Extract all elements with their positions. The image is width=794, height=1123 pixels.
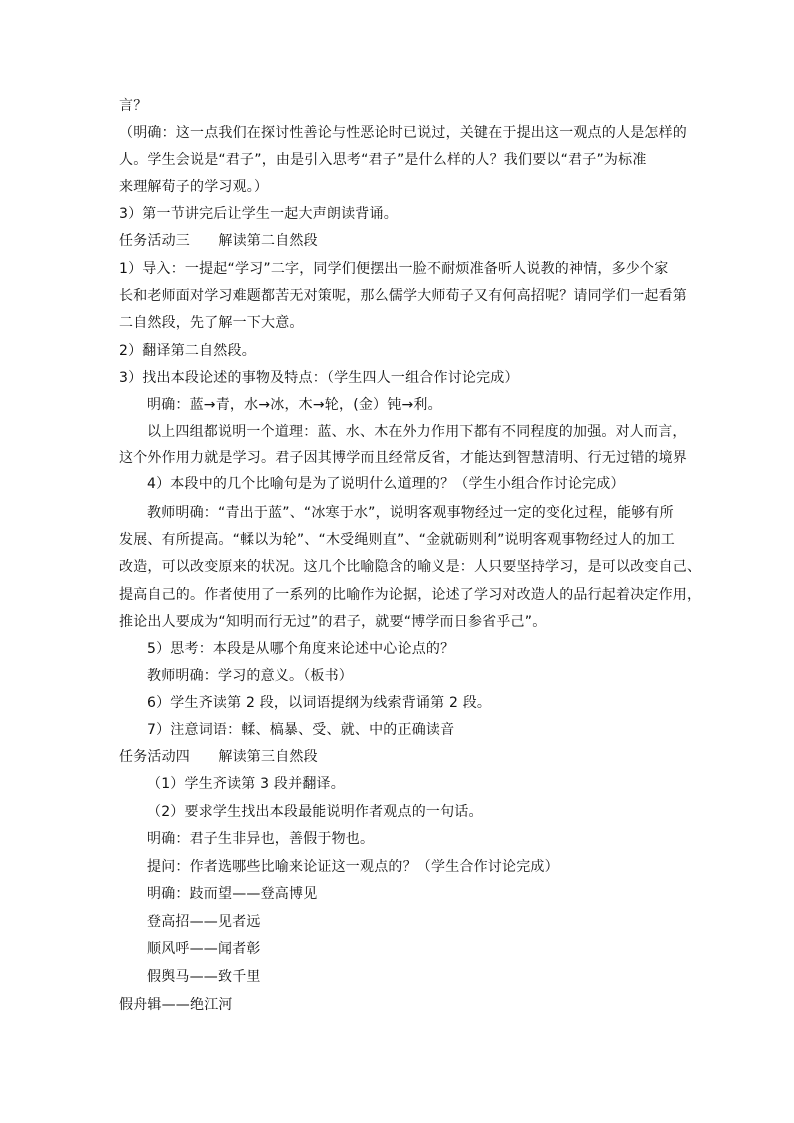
text-line: 3）找出本段论述的事物及特点：（学生四人一组合作讨论完成） [119, 370, 519, 386]
text-line: 假舆马——致千里 [147, 969, 261, 985]
text-line: 1）导入：一提起“学习”二字，同学们便摆出一脸不耐烦准备听人说教的神情，多少个家 [119, 261, 669, 277]
text-line: 提高自己的。作者使用了一系列的比喻作为论据，论述了学习对改造人的品行起着决定作用， [119, 587, 702, 603]
section-heading: 任务活动三 解读第二自然段 [119, 233, 318, 249]
text-line: 3）第一节讲完后让学生一起大声朗读背诵。 [119, 206, 398, 222]
text-line: 这个外作用力就是学习。君子因其博学而且经常反省，才能达到智慧清明、行无过错的境界 [119, 450, 687, 466]
text-line: （1）学生齐读第 3 段并翻译。 [147, 776, 345, 792]
text-line: （2）要求学生找出本段最能说明作者观点的一句话。 [147, 804, 483, 820]
text-line: 人。学生会说是“君子”，由是引入思考“君子”是什么样的人？我们要以“君子”为标准 [119, 152, 647, 168]
text-line: 教师明确：“青出于蓝”、“冰寒于水”，说明客观事物经过一定的变化过程，能够有所 [147, 505, 674, 521]
text-line: 长和老师面对学习难题都苦无对策呢，那么儒学大师荀子又有何高招呢？请同学们一起看第 [119, 288, 687, 304]
text-line: 顺风呼——闻者彰 [147, 941, 261, 957]
text-line: 来理解荀子的学习观。） [119, 179, 269, 195]
text-line: 明确：君子生非异也，善假于物也。 [147, 831, 375, 847]
text-line: 登高招——见者远 [147, 914, 261, 930]
text-line: 假舟辑——绝江河 [119, 997, 233, 1013]
text-line: 教师明确：学习的意义。（板书） [147, 668, 353, 684]
text-line: 言？ [119, 98, 148, 114]
text-line: 二自然段，先了解一下大意。 [119, 315, 304, 331]
text-line: 明确：蓝→青，水→冰，木→轮，(金）钝→利。 [147, 397, 442, 413]
text-line: 6）学生齐读第 2 段，以词语提纲为线索背诵第 2 段。 [147, 695, 492, 711]
text-line: 推论出人要成为“知明而行无过”的君子，就要“博学而日参省乎己”。 [119, 614, 547, 630]
text-line: 2）翻译第二自然段。 [119, 343, 256, 359]
text-line: （明确：这一点我们在探讨性善论与性恶论时已说过，关键在于提出这一观点的人是怎样的 [119, 125, 687, 141]
text-line: 明确：跂而望——登高博见 [147, 886, 318, 902]
text-line: 发展、有所提高。“輮以为轮”、“木受绳则直”、“金就砺则利”说明客观事物经过人的加工 [119, 532, 675, 548]
text-line: 以上四组都说明一个道理：蓝、水、木在外力作用下都有不同程度的加强。对人而言， [147, 424, 687, 440]
text-line: 7）注意词语：輮、槁暴、受、就、中的正确读音 [147, 722, 455, 738]
section-heading: 任务活动四 解读第三自然段 [119, 749, 318, 765]
text-line: 改造，可以改变原来的状况。这几个比喻隐含的喻义是：人只要坚持学习，是可以改变自己、 [119, 559, 702, 575]
text-line: 5）思考：本段是从哪个角度来论述中心论点的？ [147, 641, 455, 657]
text-line: 4）本段中的几个比喻句是为了说明什么道理的？（学生小组合作讨论完成） [147, 476, 625, 492]
text-line: 提问：作者选哪些比喻来论证这一观点的？（学生合作讨论完成） [147, 859, 559, 875]
